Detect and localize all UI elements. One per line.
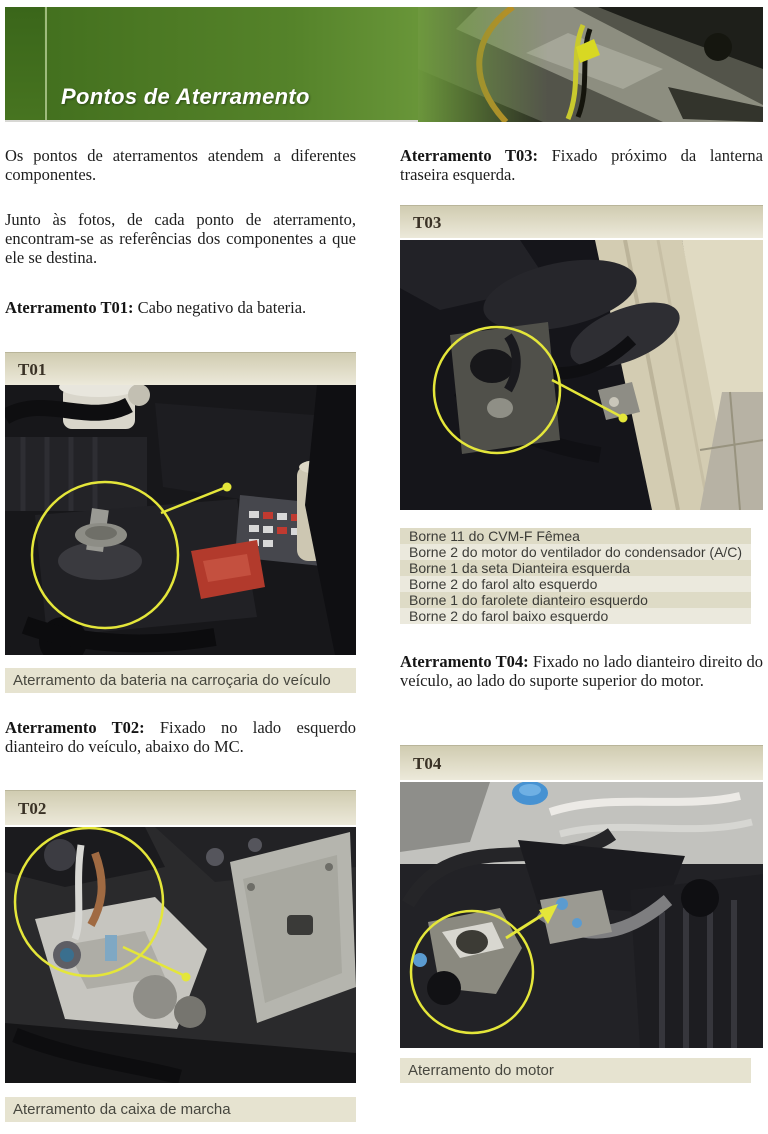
heading-t02-label: Aterramento T02: xyxy=(5,718,145,737)
borne-item: Borne 1 do farolete dianteiro esquerdo xyxy=(400,592,751,608)
borne-item: Borne 1 da seta Dianteira esquerda xyxy=(400,560,751,576)
caption-t01: Aterramento da bateria na carroçaria do veículo xyxy=(5,668,356,693)
photo-t04 xyxy=(400,782,763,1048)
heading-t02-text: Fixado no lado esquerdo dianteiro do veículo, abaixo do MC. xyxy=(5,718,357,756)
heading-t01-label: Aterramento T01: xyxy=(5,298,134,317)
tagbar-t04 xyxy=(400,745,763,780)
tagbar-t02 xyxy=(5,790,356,825)
intro-paragraph-2: Junto às fotos, de cada ponto de aterramento, encontram-se as referências dos componentes a que ele se destina. xyxy=(5,210,356,267)
banner-left-dark-stripe xyxy=(5,7,44,120)
caption-t04: Aterramento do motor xyxy=(400,1058,751,1083)
borne-item: Borne 2 do farol baixo esquerdo xyxy=(400,608,751,624)
tagbar-t03 xyxy=(400,205,763,238)
banner-machinery-photo xyxy=(418,7,763,122)
photo-t01 xyxy=(5,385,356,655)
page-title: Pontos de Aterramento xyxy=(61,84,310,109)
heading-t01-text: Cabo negativo da bateria. xyxy=(133,298,307,317)
tag-t03: T03 xyxy=(413,213,442,232)
heading-t02 xyxy=(5,718,356,756)
heading-t01 xyxy=(5,298,356,317)
heading-t03-label: Aterramento T03: xyxy=(400,146,538,165)
heading-t04 xyxy=(400,652,763,690)
borne-item: Borne 11 do CVM-F Fêmea xyxy=(400,528,751,544)
borne-item: Borne 2 do farol alto esquerdo xyxy=(400,576,751,592)
heading-t03 xyxy=(400,146,763,184)
caption-t02: Aterramento da caixa de marcha xyxy=(5,1097,356,1122)
column-left xyxy=(5,130,356,1134)
heading-t04-label: Aterramento T04: xyxy=(400,652,529,671)
intro-paragraph-1: Os pontos de aterramentos atendem a diferentes componentes. xyxy=(5,146,356,184)
tag-t04: T04 xyxy=(413,754,442,773)
borne-list xyxy=(400,528,751,624)
tag-t02: T02 xyxy=(18,799,47,818)
column-right xyxy=(400,130,763,1134)
photo-t03 xyxy=(400,240,763,510)
heading-t04-text: Fixado no lado dianteiro direito do veículo, ao lado do suporte superior do motor. xyxy=(400,652,763,690)
photo-t02 xyxy=(5,827,356,1083)
heading-t03-text: Fixado próximo da lanterna traseira esquerda. xyxy=(400,146,763,184)
header-banner xyxy=(5,7,763,122)
borne-item: Borne 2 do motor do ventilador do condensador (A/C) xyxy=(400,544,751,560)
tag-t01: T01 xyxy=(18,360,47,379)
banner-divider-line xyxy=(45,7,47,120)
tagbar-t01 xyxy=(5,352,356,385)
